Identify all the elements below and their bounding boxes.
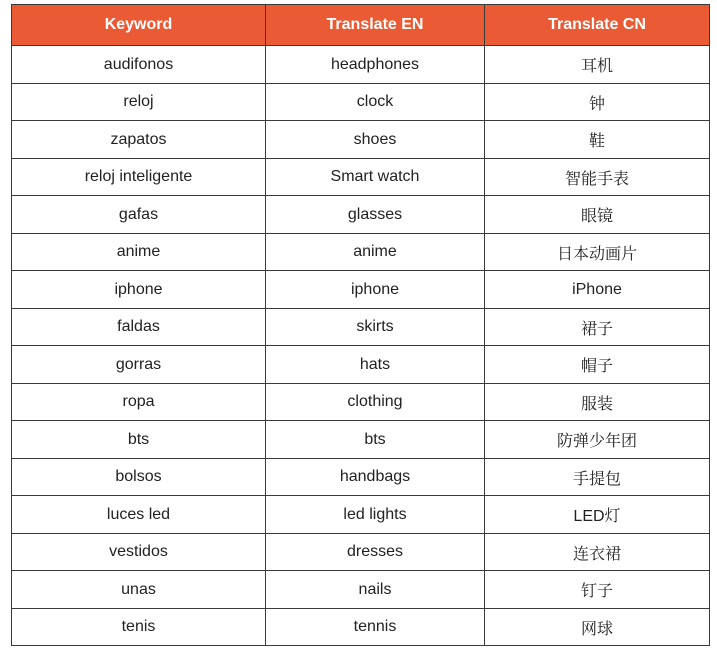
table-row bbox=[12, 234, 710, 271]
cell-translate-en: tennis bbox=[266, 609, 485, 646]
cell-translate-cn: 耳机 bbox=[485, 46, 710, 84]
cell-translate-en: Smart watch bbox=[266, 159, 485, 196]
cell-keyword: gafas bbox=[12, 196, 266, 234]
keyword-translation-table bbox=[11, 4, 710, 646]
cell-translate-en: skirts bbox=[266, 309, 485, 346]
keyword-table-container bbox=[11, 4, 709, 646]
cell-keyword: vestidos bbox=[12, 534, 266, 571]
table-row bbox=[12, 159, 710, 196]
table-row bbox=[12, 271, 710, 309]
header-keyword: Keyword bbox=[12, 5, 266, 46]
cell-keyword: bts bbox=[12, 421, 266, 459]
cell-keyword: faldas bbox=[12, 309, 266, 346]
cell-translate-cn: 连衣裙 bbox=[485, 534, 710, 571]
cell-translate-en: anime bbox=[266, 234, 485, 271]
cell-translate-en: iphone bbox=[266, 271, 485, 309]
table-row bbox=[12, 84, 710, 121]
cell-keyword: bolsos bbox=[12, 459, 266, 496]
table-row bbox=[12, 609, 710, 646]
cell-translate-cn: 智能手表 bbox=[485, 159, 710, 196]
cell-translate-en: clock bbox=[266, 84, 485, 121]
header-translate-cn: Translate CN bbox=[485, 5, 710, 46]
cell-keyword: iphone bbox=[12, 271, 266, 309]
cell-keyword: tenis bbox=[12, 609, 266, 646]
table-row bbox=[12, 421, 710, 459]
table-row bbox=[12, 534, 710, 571]
cell-keyword: zapatos bbox=[12, 121, 266, 159]
table-row bbox=[12, 121, 710, 159]
cell-translate-en: glasses bbox=[266, 196, 485, 234]
cell-translate-cn: 帽子 bbox=[485, 346, 710, 384]
table-row bbox=[12, 196, 710, 234]
cell-keyword: unas bbox=[12, 571, 266, 609]
table-row bbox=[12, 346, 710, 384]
cell-translate-cn: 防弹少年团 bbox=[485, 421, 710, 459]
table-row bbox=[12, 309, 710, 346]
table-body bbox=[12, 46, 710, 646]
cell-keyword: anime bbox=[12, 234, 266, 271]
table-row bbox=[12, 384, 710, 421]
cell-translate-cn: 钉子 bbox=[485, 571, 710, 609]
cell-translate-cn: 鞋 bbox=[485, 121, 710, 159]
cell-keyword: luces led bbox=[12, 496, 266, 534]
cell-translate-en: bts bbox=[266, 421, 485, 459]
cell-translate-en: hats bbox=[266, 346, 485, 384]
cell-keyword: reloj inteligente bbox=[12, 159, 266, 196]
cell-translate-en: led lights bbox=[266, 496, 485, 534]
cell-translate-cn: 裙子 bbox=[485, 309, 710, 346]
cell-translate-cn: 眼镜 bbox=[485, 196, 710, 234]
header-translate-en: Translate EN bbox=[266, 5, 485, 46]
table-row bbox=[12, 571, 710, 609]
cell-keyword: reloj bbox=[12, 84, 266, 121]
cell-keyword: ropa bbox=[12, 384, 266, 421]
cell-translate-en: handbags bbox=[266, 459, 485, 496]
cell-translate-cn: 钟 bbox=[485, 84, 710, 121]
cell-keyword: gorras bbox=[12, 346, 266, 384]
cell-translate-cn: 日本动画片 bbox=[485, 234, 710, 271]
cell-keyword: audifonos bbox=[12, 46, 266, 84]
table-row bbox=[12, 46, 710, 84]
cell-translate-cn: LED灯 bbox=[485, 496, 710, 534]
table-row bbox=[12, 496, 710, 534]
cell-translate-en: clothing bbox=[266, 384, 485, 421]
cell-translate-cn: 手提包 bbox=[485, 459, 710, 496]
cell-translate-cn: 网球 bbox=[485, 609, 710, 646]
cell-translate-en: shoes bbox=[266, 121, 485, 159]
cell-translate-en: nails bbox=[266, 571, 485, 609]
header-row bbox=[12, 5, 710, 46]
cell-translate-cn: 服装 bbox=[485, 384, 710, 421]
cell-translate-cn: iPhone bbox=[485, 271, 710, 309]
cell-translate-en: headphones bbox=[266, 46, 485, 84]
table-row bbox=[12, 459, 710, 496]
cell-translate-en: dresses bbox=[266, 534, 485, 571]
